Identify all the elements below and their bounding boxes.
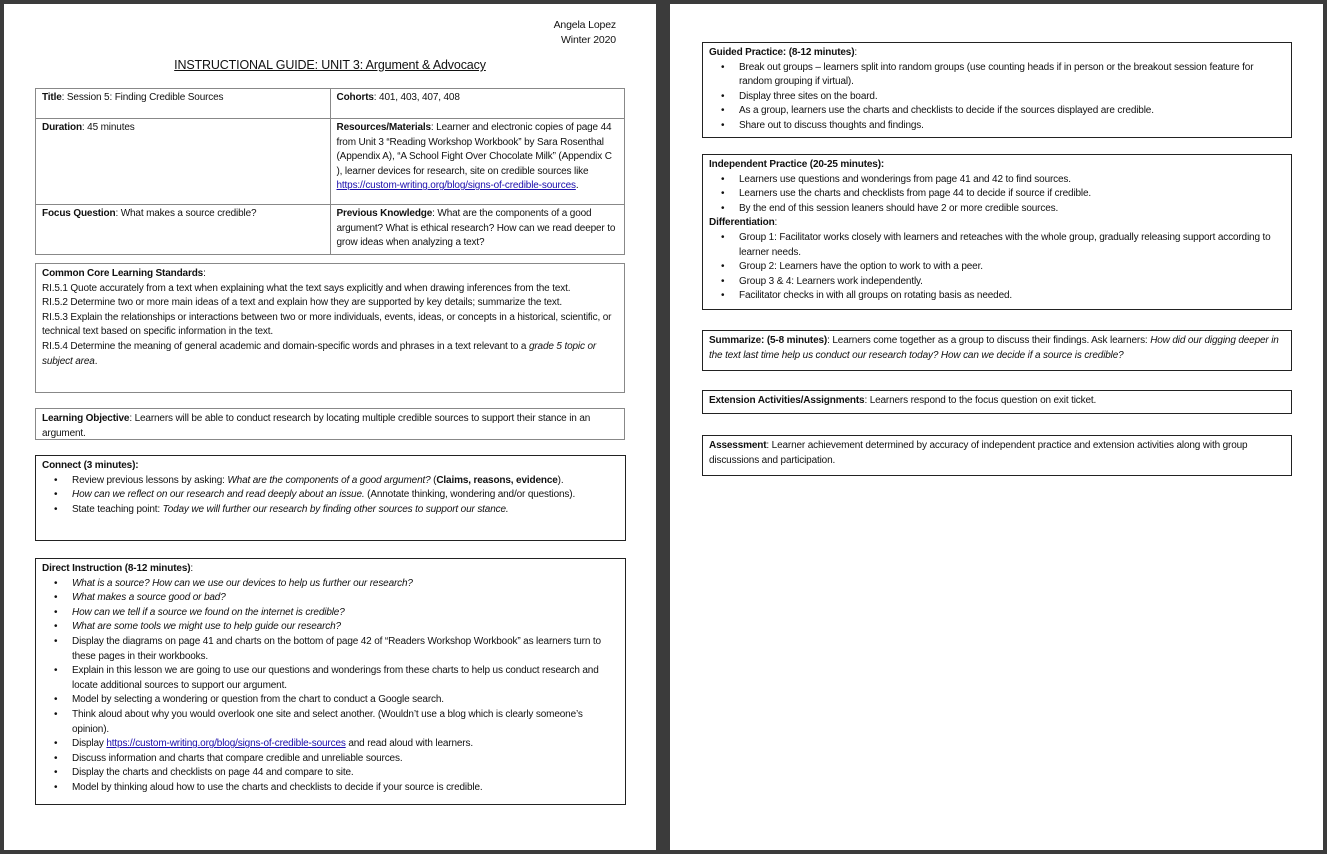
section-heading	[42, 412, 618, 441]
url-link[interactable]: https://custom-writing.org/blog/signs-of-credible-sources	[106, 738, 346, 750]
bold-text: Connect (3 minutes):	[42, 460, 139, 471]
italic-text: What are the components of a good argument?	[227, 474, 431, 486]
text-run: : What makes a source credible?	[115, 208, 257, 219]
text-run: RI.5.4 Determine the meaning of general academic and domain-specific words and phrases in a text relevant to a	[42, 340, 529, 352]
list-item	[42, 620, 619, 635]
bold-text: Title	[42, 92, 62, 103]
list-item	[42, 693, 619, 708]
text-run: : Learner and electronic copies of page 44 from Unit 3 “Reading Workshop Workbook” by Sara Rosenthal (Appendix A), “A School Fight Over Chocolate Milk” (Appendix C ), learner devices for research, site on credible sources like	[336, 122, 612, 177]
bold-text: Assessment	[709, 440, 767, 451]
table-cell	[36, 89, 331, 119]
bold-text: Direct Instruction (8-12 minutes)	[42, 563, 191, 574]
list-item	[709, 202, 1285, 217]
text-run: Group 2: Learners have the option to work to with a peer.	[739, 261, 983, 273]
list-item	[709, 260, 1285, 275]
list-item	[42, 606, 619, 621]
text-run: RI.5.2 Determine two or more main ideas of a text and explain how they are supported by key details; summarize the text.	[42, 297, 563, 309]
text-run: ).	[557, 474, 564, 486]
text-run: Learners use the charts and checklists from page 44 to decide if source if credible.	[739, 188, 1092, 200]
list-item	[709, 104, 1285, 119]
text-run: Display three sites on the board.	[739, 90, 878, 102]
text-run: Model by selecting a wondering or question from the chart to conduct a Google search.	[72, 694, 444, 706]
text-run: (	[430, 474, 437, 486]
bold-text: Summarize: (5-8 minutes)	[709, 335, 828, 346]
text-run: Display the diagrams on page 41 and charts on the bottom of page 42 of “Readers Workshop Workbook” as learners turn to these pages in their workbooks.	[72, 635, 601, 662]
paragraph	[42, 296, 618, 311]
bold-text: Focus Question	[42, 208, 116, 219]
italic-text: grade 5 topic or subject area	[42, 340, 597, 367]
section-heading	[709, 334, 1285, 363]
text-run: Break out groups – learners split into random groups (use counting heads if in person or the breakout session feature for random grouping if virtual).	[739, 61, 1254, 88]
list-item	[42, 752, 619, 767]
list-item	[709, 173, 1285, 188]
list-item	[42, 664, 619, 693]
extension-activities-section	[702, 390, 1292, 414]
text-run: : 45 minutes	[81, 122, 135, 133]
text-run: Display the charts and checklists on page 44 and compare to site.	[72, 767, 354, 779]
connect-section	[35, 455, 626, 541]
bullet-list	[42, 474, 619, 518]
list-item	[42, 591, 619, 606]
list-item	[709, 90, 1285, 105]
section-heading	[42, 459, 619, 474]
list-item	[709, 231, 1285, 260]
list-item	[42, 503, 619, 518]
text-run: Explain in this lesson we are going to use our questions and wonderings from these charts to help us conduct research and locate additional sources to support our argument.	[72, 665, 599, 691]
italic-text: What is a source? How can we use our devices to help us further our research?	[72, 577, 413, 589]
bullet-list	[709, 231, 1285, 304]
italic-text: Today we will further our research by finding other sources to support our stance.	[162, 503, 509, 515]
text-run: RI.5.3 Explain the relationships or interactions between two or more individuals, events, ideas, or concepts in a historical, scientific, or technical text based on specific information in the text.	[42, 311, 612, 338]
text-run: : Learners come together as a group to discuss their findings. Ask learners:	[827, 335, 1151, 346]
bullet-list	[709, 61, 1285, 134]
text-run: RI.5.1 Quote accurately from a text when explaining what the text says explicitly and when drawing inferences from the text.	[42, 282, 571, 294]
text-run: By the end of this session leaners should have 2 or more credible sources.	[739, 202, 1059, 214]
document-title: INSTRUCTIONAL GUIDE: UNIT 3: Argument & Advocacy	[174, 58, 486, 72]
list-item	[709, 61, 1285, 90]
table-cell	[330, 205, 625, 255]
summarize-section	[702, 330, 1292, 371]
text-run: : What are the components of a good argument? What is ethical research? How can we read deeper to grow ideas when analyzing a text?	[336, 208, 616, 248]
bold-text: Claims, reasons, evidence	[436, 474, 558, 486]
url-link[interactable]: https://custom-writing.org/blog/signs-of-credible-sources	[336, 180, 576, 191]
section-heading	[709, 394, 1285, 409]
paragraph	[709, 216, 1285, 231]
table-cell	[36, 205, 331, 255]
list-item	[709, 289, 1285, 304]
italic-text: How can we tell if a source we found on the internet is credible?	[72, 606, 345, 618]
list-item	[709, 187, 1285, 202]
list-item	[42, 577, 619, 592]
text-run: : Learner achievement determined by accuracy of independent practice and extension activities along with group discussions and participation.	[709, 440, 1248, 466]
common-core-standards-section	[35, 263, 625, 393]
italic-text: What are some tools we might use to help guide our research?	[72, 621, 341, 633]
text-run: Group 3 & 4: Learners work independently.	[739, 275, 923, 287]
text-run: Discuss information and charts that compare credible and unreliable sources.	[72, 752, 403, 764]
list-item	[42, 635, 619, 664]
bold-text: Guided Practice: (8-12 minutes)	[709, 47, 855, 58]
bold-text: Resources/Materials	[336, 122, 431, 133]
document-page-2	[670, 4, 1323, 850]
bold-text: Independent Practice (20-25 minutes):	[709, 159, 885, 170]
bold-text: Duration	[42, 122, 82, 133]
text-run: :	[203, 268, 206, 279]
text-run: : Learners respond to the focus question on exit ticket.	[864, 395, 1097, 406]
section-heading	[709, 439, 1285, 468]
text-run: Share out to discuss thoughts and findings.	[739, 119, 924, 131]
text-run: Think aloud about why you would overlook one site and select another. (Wouldn’t use a blog which is clearly someone’s opinion).	[72, 708, 583, 735]
text-run: and read aloud with learners.	[345, 738, 473, 750]
text-run: .	[575, 180, 579, 191]
table-row	[36, 89, 625, 119]
text-run: :	[774, 217, 778, 229]
author-name: Angela Lopez	[553, 19, 616, 31]
table-cell	[36, 119, 331, 205]
paragraph	[42, 311, 618, 340]
text-run: : 401, 403, 407, 408	[373, 92, 460, 103]
text-run: : Session 5: Finding Credible Sources	[61, 92, 224, 103]
term: Winter 2020	[561, 34, 616, 46]
text-run: (Annotate thinking, wondering and/or questions).	[364, 489, 576, 501]
table-row	[36, 119, 625, 205]
bold-text: Extension Activities/Assignments	[709, 395, 865, 406]
text-run: Learners use questions and wonderings from page 41 and 42 to find sources.	[739, 173, 1071, 185]
list-item	[709, 119, 1285, 134]
text-run: Facilitator checks in with all groups on rotating basis as needed.	[739, 290, 1013, 302]
list-item	[42, 766, 619, 781]
text-run: State teaching point:	[72, 503, 163, 515]
text-run: Group 1: Facilitator works closely with learners and reteaches with the whole group, gradually releasing support according to learner needs.	[739, 231, 1271, 258]
lesson-info-table	[35, 88, 625, 255]
document-page-1	[4, 4, 656, 850]
list-item	[42, 737, 619, 752]
list-item	[42, 708, 619, 737]
table-cell	[330, 89, 625, 119]
direct-instruction-section	[35, 558, 626, 805]
section-heading	[709, 46, 1285, 61]
list-item	[42, 781, 619, 796]
table-row	[36, 205, 625, 255]
text-run: Review previous lessons by asking:	[72, 474, 228, 486]
text-run: As a group, learners use the charts and checklists to decide if the sources displayed are credible.	[739, 105, 1154, 117]
italic-text: What makes a source good or bad?	[72, 592, 226, 604]
section-heading	[709, 158, 1285, 173]
italic-text: How did our digging deeper in the text last time help us conduct our research today? How can we decide if a source is credible?	[709, 335, 1279, 361]
bold-text: Cohorts	[336, 92, 374, 103]
list-item	[709, 275, 1285, 290]
text-run: Model by thinking aloud how to use the charts and checklists to decide if your source is credible.	[72, 781, 483, 793]
list-item	[42, 474, 619, 489]
text-run: Display	[72, 738, 107, 750]
header-block	[554, 18, 616, 48]
bold-text: Previous Knowledge	[336, 208, 433, 219]
text-run: :	[190, 563, 194, 574]
bold-text: Common Core Learning Standards	[42, 268, 204, 279]
bold-text: Learning Objective	[42, 413, 130, 424]
bold-text: Differentiation	[709, 217, 775, 229]
table-cell	[330, 119, 625, 205]
paragraph	[42, 282, 618, 297]
text-run: .	[94, 355, 98, 367]
text-run: : Learners will be able to conduct research by locating multiple credible sources to support their stance in an argument.	[42, 413, 591, 439]
section-heading	[42, 562, 619, 577]
section-heading	[42, 267, 618, 282]
learning-objective-section	[35, 408, 625, 440]
guided-practice-section	[702, 42, 1292, 138]
bullet-list	[709, 173, 1285, 217]
text-run: :	[854, 47, 858, 58]
assessment-section	[702, 435, 1292, 476]
paragraph	[42, 340, 618, 369]
italic-text: How can we reflect on our research and read deeply about an issue.	[72, 489, 365, 501]
list-item	[42, 488, 619, 503]
bullet-list	[42, 577, 619, 796]
independent-practice-section	[702, 154, 1292, 310]
